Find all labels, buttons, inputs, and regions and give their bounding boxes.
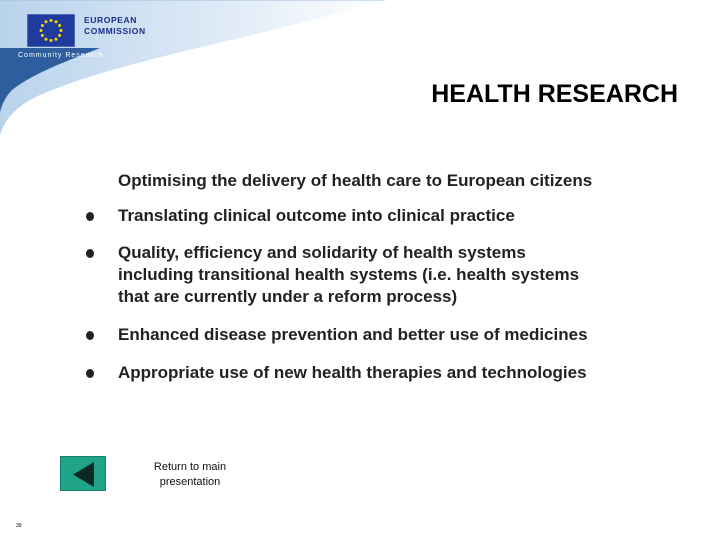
bullet-item xyxy=(84,205,704,227)
bullet-dot-icon xyxy=(86,249,94,258)
return-button[interactable] xyxy=(60,456,106,491)
bullet-item xyxy=(84,362,704,384)
bullet-line: that are currently under a reform process) xyxy=(118,287,458,306)
return-label-line-2: presentation xyxy=(159,476,221,488)
tagline: Community Research xyxy=(18,52,104,59)
bullet-dot-icon xyxy=(86,369,94,378)
return-label-line-1: Return to main xyxy=(153,461,227,473)
commission-logo-text xyxy=(84,15,146,37)
logo-line-2: COMMISSION xyxy=(84,26,146,36)
slide-subtitle: Optimising the delivery of health care to European citizens xyxy=(118,171,593,190)
triangle-left-icon xyxy=(61,457,107,492)
bullet-line: Translating clinical outcome into clinical practice xyxy=(118,206,515,225)
bullet-line: Enhanced disease prevention and better use of medicines xyxy=(118,325,588,344)
bullet-item xyxy=(84,242,704,308)
eu-flag-icon xyxy=(27,14,75,47)
bullet-dot-icon xyxy=(86,212,94,221)
bullet-list xyxy=(84,205,704,384)
bullet-line: Appropriate use of new health therapies and technologies xyxy=(118,363,587,382)
slide-title: HEALTH RESEARCH xyxy=(431,80,678,108)
bullet-line: Quality, efficiency and solidarity of health systems xyxy=(118,243,526,262)
bullet-dot-icon xyxy=(86,331,94,340)
bullet-item xyxy=(84,324,704,346)
page-number: 39 xyxy=(16,523,22,529)
logo-line-1: EUROPEAN xyxy=(84,15,137,25)
return-link[interactable] xyxy=(142,460,238,490)
bullet-line: including transitional health systems (i.e. health systems xyxy=(118,265,580,284)
